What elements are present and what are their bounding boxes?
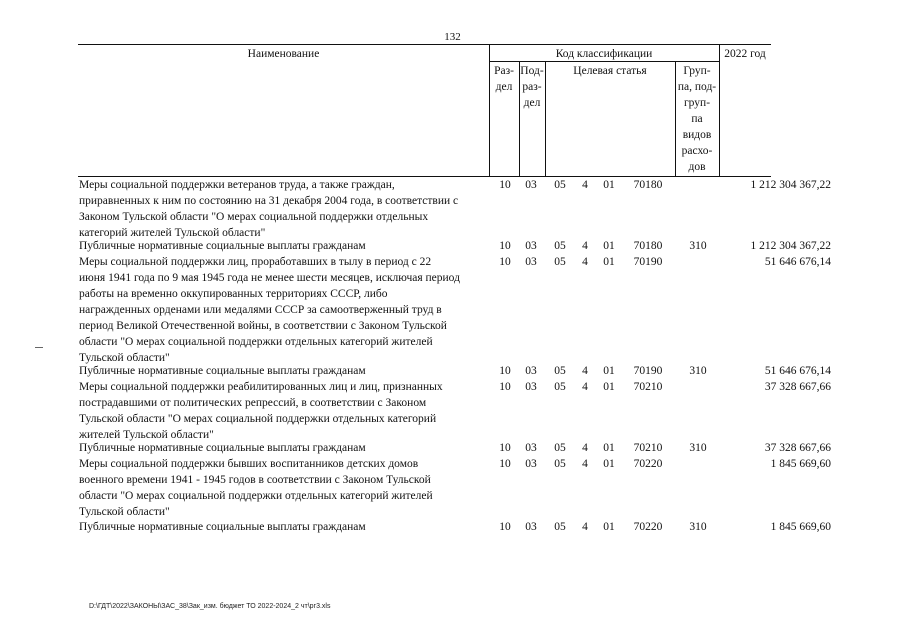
razdel-cell: 10 (499, 521, 511, 533)
target-program-cell: 05 (554, 240, 566, 252)
podrazdel-cell: 03 (525, 240, 537, 252)
row-name: Публичные нормативные социальные выплаты гражданам (79, 240, 366, 252)
target-subprogram-cell: 4 (582, 240, 588, 252)
target-subprogram-cell: 4 (582, 381, 588, 393)
header-divider (545, 62, 546, 176)
header-classification: Код классификации (555, 48, 653, 60)
razdel-cell: 10 (499, 240, 511, 252)
target-direction-cell: 70190 (633, 256, 663, 268)
row-name: Публичные нормативные социальные выплаты гражданам (79, 365, 366, 377)
razdel-cell: 10 (499, 365, 511, 377)
target-event-cell: 01 (603, 179, 615, 191)
podrazdel-cell: 03 (525, 521, 537, 533)
target-subprogram-cell: 4 (582, 365, 588, 377)
target-program-cell: 05 (554, 256, 566, 268)
target-program-cell: 05 (554, 442, 566, 454)
target-subprogram-cell: 4 (582, 521, 588, 533)
podrazdel-cell: 03 (525, 256, 537, 268)
target-event-cell: 01 (603, 521, 615, 533)
header-year: 2022 год (724, 48, 766, 60)
target-program-cell: 05 (554, 521, 566, 533)
target-event-cell: 01 (603, 442, 615, 454)
group-cell: 310 (689, 365, 707, 377)
header-divider (719, 45, 720, 176)
razdel-cell: 10 (499, 442, 511, 454)
target-direction-cell: 70220 (633, 521, 663, 533)
row-name: Меры социальной поддержки реабилитированных лиц и лиц, признанных пострадавшими от политических репрессий, в соответствии с Законом Тульской области "О мерах социальной поддержки отдельных категорий жителей Тульской области" (79, 381, 443, 441)
table-header (78, 44, 771, 177)
target-subprogram-cell: 4 (582, 256, 588, 268)
page-number: 132 (444, 31, 461, 43)
target-direction-cell: 70180 (633, 179, 663, 191)
target-event-cell: 01 (603, 365, 615, 377)
podrazdel-cell: 03 (525, 381, 537, 393)
target-program-cell: 05 (554, 179, 566, 191)
razdel-cell: 10 (499, 179, 511, 191)
row-name: Меры социальной поддержки лиц, проработавших в тылу в период с 22 июня 1941 года по 9 мая 1945 года не менее шести месяцев, исключая период работы на временно оккупированных территориях СССР, либо награжденных орденами или медалями СССР за самоотверженный труд в период Великой Отечественной войны, в соответствии с Законом Тульской области "О мерах социальной поддержки отдельных категорий жителей Тульской области" (79, 256, 460, 364)
row-name: Публичные нормативные социальные выплаты гражданам (79, 442, 366, 454)
target-event-cell: 01 (603, 458, 615, 470)
group-cell: 310 (689, 521, 707, 533)
podrazdel-cell: 03 (525, 458, 537, 470)
amount-cell: 1 212 304 367,22 (750, 240, 831, 252)
header-podrazdel: Под- раз- дел (520, 65, 544, 109)
target-event-cell: 01 (603, 240, 615, 252)
group-cell: 310 (689, 442, 707, 454)
file-path-footer: D:\ГДТ\2022\ЗАКОНЫ\ЗАС_38\Зак_изм. бюджет ТО 2022-2024_2 чт\рг3.xls (89, 603, 331, 610)
target-direction-cell: 70180 (633, 240, 663, 252)
target-event-cell: 01 (603, 381, 615, 393)
target-subprogram-cell: 4 (582, 458, 588, 470)
target-direction-cell: 70220 (633, 458, 663, 470)
header-name: Наименование (247, 48, 320, 60)
amount-cell: 37 328 667,66 (764, 381, 831, 393)
podrazdel-cell: 03 (525, 442, 537, 454)
podrazdel-cell: 03 (525, 179, 537, 191)
razdel-cell: 10 (499, 256, 511, 268)
target-direction-cell: 70190 (633, 365, 663, 377)
razdel-cell: 10 (499, 458, 511, 470)
row-name: Публичные нормативные социальные выплаты гражданам (79, 521, 366, 533)
target-direction-cell: 70210 (633, 381, 663, 393)
target-direction-cell: 70210 (633, 442, 663, 454)
target-subprogram-cell: 4 (582, 179, 588, 191)
row-name: Меры социальной поддержки ветеранов труда, а также граждан, приравненных к ним по состоянию на 31 декабря 2004 года, в соответствии с Законом Тульской области "О мерах социальной поддержки отдельных категорий жителей Тульской области" (79, 179, 459, 239)
amount-cell: 1 845 669,60 (770, 458, 831, 470)
target-subprogram-cell: 4 (582, 442, 588, 454)
podrazdel-cell: 03 (525, 365, 537, 377)
amount-cell: 51 646 676,14 (764, 365, 831, 377)
amount-cell: 1 845 669,60 (770, 521, 831, 533)
target-event-cell: 01 (603, 256, 615, 268)
target-program-cell: 05 (554, 365, 566, 377)
amount-cell: 51 646 676,14 (764, 256, 831, 268)
amount-cell: 37 328 667,66 (764, 442, 831, 454)
razdel-cell: 10 (499, 381, 511, 393)
row-name: Меры социальной поддержки бывших воспитанников детских домов военного времени 1941 - 1945 годов в соответствии с Законом Тульской области "О мерах социальной поддержки отдельных категорий жителей Тульской области" (79, 458, 433, 518)
header-target: Целевая статья (573, 65, 647, 77)
header-razdel: Раз- дел (494, 65, 514, 93)
target-program-cell: 05 (554, 381, 566, 393)
header-group: Груп- па, под- груп- па видов расхо- дов (677, 65, 717, 173)
amount-cell: 1 212 304 367,22 (750, 179, 831, 191)
target-program-cell: 05 (554, 458, 566, 470)
group-cell: 310 (689, 240, 707, 252)
margin-mark (35, 347, 43, 348)
